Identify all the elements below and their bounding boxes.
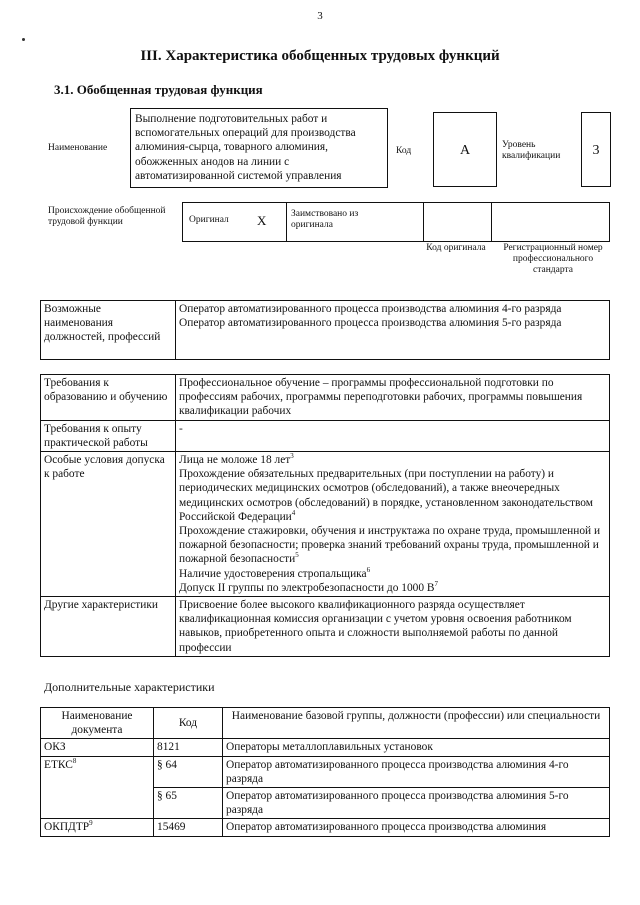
positions-values	[176, 301, 610, 360]
footnote-ref: 8	[72, 756, 77, 765]
position-item: Оператор автоматизированного процесса производства алюминия 5-го разряда	[179, 317, 562, 330]
footnote-ref: 7	[434, 580, 438, 589]
admission-item: Прохождение обязательных предварительных (при поступлении на работу) и периодических медицинских осмотров (обследований), а также внеочередных медицинских осмотров (обследований) в порядке, установленном законодательством Российской Федерации$^4$	[179, 468, 593, 523]
doc-cell: ОКПДТР$^9$	[41, 819, 154, 836]
position-item: Оператор автоматизированного процесса производства алюминия 4-го разряда	[179, 303, 562, 315]
other-value: Присвоение более высокого квалификационного разряда осуществляет квалификационная комиссия организации с учетом уровня освоения работником навыков, приобретенного опыта и сложности выполняемой работы по данной профессии	[176, 597, 610, 657]
function-name-value: Выполнение подготовительных работ и вспомогательных операций для производства алюминия-сырца, товарного алюминия, обожженных анодов на линии с автоматизированной системой управления	[135, 113, 356, 182]
col-header-document: Наименование документа	[41, 708, 154, 739]
scan-speck	[22, 38, 25, 41]
admission-item: Прохождение стажировки, обучения и инструктажа по охране труда, промышленной и пожарной безопасности; проверка знаний требований охраны труда, промышленной и пожарной безопасности$^5$	[179, 525, 601, 566]
footnote-ref: 6	[366, 565, 371, 574]
footnote-ref: 4	[291, 509, 296, 518]
origin-table	[182, 202, 610, 242]
name-cell: Оператор автоматизированного процесса производства алюминия 4-го разряда	[223, 756, 610, 787]
admission-values	[176, 452, 610, 597]
code-cell: § 65	[154, 788, 223, 819]
level-label: Уровень квалификации	[502, 140, 561, 161]
name-cell: Оператор автоматизированного процесса производства алюминия	[223, 819, 610, 836]
code-value: А	[433, 112, 497, 187]
footnote-ref: 3	[290, 452, 294, 461]
section-title: III. Характеристика обобщенных трудовых функций	[140, 48, 500, 64]
level-value: 3	[581, 112, 611, 187]
education-value: Профессиональное обучение – программы профессиональной подготовки по профессиям рабочих, программы переподготовки рабочих, программы повышения квалификации рабочих	[176, 375, 610, 421]
additional-table	[40, 707, 610, 837]
code-cell: 15469	[154, 819, 223, 836]
table-row	[41, 819, 610, 836]
requirements-table	[40, 374, 610, 657]
table-header-row	[41, 708, 610, 739]
name-label: Наименование	[48, 143, 108, 153]
subsection-title: 3.1. Обобщенная трудовая функция	[54, 82, 263, 97]
admission-item: Лица не моложе 18 лет$^3$	[179, 452, 294, 467]
name-cell: Оператор автоматизированного процесса производства алюминия 5-го разряда	[223, 788, 610, 819]
positions-label: Возможные наименования должностей, профессий	[41, 301, 176, 360]
original-label: Оригинал	[189, 215, 229, 225]
divider	[491, 203, 492, 241]
positions-table	[40, 300, 610, 360]
experience-label: Требования к опыту практической работы	[41, 420, 176, 451]
admission-label: Особые условия допуска к работе	[41, 452, 176, 597]
admission-item: Допуск II группы по электробезопасности до 1000 $В^7$	[179, 580, 438, 594]
doc-cell: ЕТКС$^8$	[41, 756, 154, 819]
code-label: Код	[396, 146, 412, 156]
experience-value: -	[176, 420, 610, 451]
footnote-ref: 5	[295, 551, 299, 560]
borrowed-label: Заимствовано из оригинала	[291, 209, 359, 230]
origin-label: Происхождение обобщенной трудовой функции	[48, 206, 166, 227]
footnote-ref: 9	[89, 819, 93, 828]
other-label: Другие характеристики	[41, 597, 176, 657]
table-row	[41, 739, 610, 756]
table-row	[41, 597, 610, 657]
education-label: Требования к образованию и обучению	[41, 375, 176, 421]
table-row	[41, 301, 610, 360]
function-name-box	[130, 108, 388, 188]
admission-item: Наличие удостоверения стропальщика$^6$	[179, 565, 371, 580]
divider	[423, 203, 424, 241]
col-header-code: Код	[154, 708, 223, 739]
additional-title: Дополнительные характеристики	[44, 680, 215, 694]
table-row	[41, 375, 610, 421]
divider	[286, 203, 287, 241]
table-row	[41, 756, 610, 787]
code-cell: 8121	[154, 739, 223, 756]
name-cell: Операторы металлоплавильных установок	[223, 739, 610, 756]
code-original-caption: Код оригинала	[426, 243, 486, 253]
reg-number-caption: Регистрационный номер профессионального стандарта	[503, 243, 603, 275]
table-row	[41, 420, 610, 451]
doc-cell: ОКЗ	[41, 739, 154, 756]
col-header-name: Наименование базовой группы, должности (профессии) или специальности	[223, 708, 610, 739]
code-cell: § 64	[154, 756, 223, 787]
table-row	[41, 452, 610, 597]
page-number: 3	[317, 10, 323, 22]
original-mark: X	[257, 213, 267, 228]
